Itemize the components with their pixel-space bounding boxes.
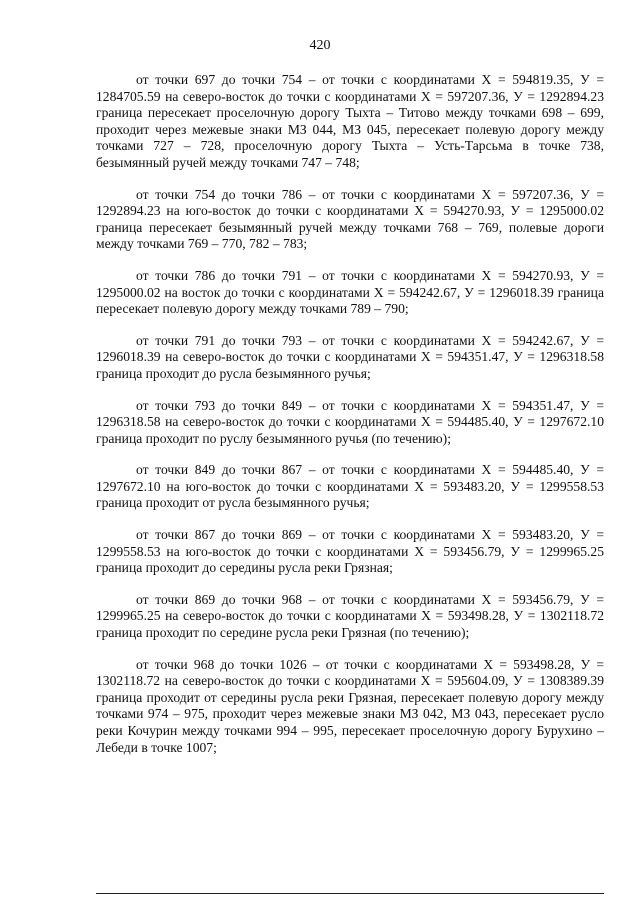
boundary-segment-867-869: от точки 867 до точки 869 – от точки с координатами Х = 593483.20, У = 1299558.53 на юго-восток до точки с координатами Х = 593456.79, У = 1299965.25 граница проходит до середины русла реки Грязная;	[96, 527, 604, 576]
boundary-segment-869-968: от точки 869 до точки 968 – от точки с координатами Х = 593456.79, У = 1299965.25 на северо-восток до точки с координатами Х = 593498.28, У = 1302118.72 граница проходит по середине русла реки Грязная (по течению);	[96, 591, 604, 641]
boundary-segment-849-867: от точки 849 до точки 867 – от точки с координатами Х = 594485.40, У = 1297672.10 на юго-восток до точки с координатами Х = 593483.20, У = 1299558.53 граница проходит от русла безымянного ручья;	[96, 462, 604, 511]
bottom-divider	[96, 893, 604, 894]
boundary-segment-754-786: от точки 754 до точки 786 – от точки с координатами Х = 597207.36, У = 1292894.23 на юго-восток до точки с координатами Х = 594270.93, У = 1295000.02 граница пересекает безымянный ручей между точками 768 – 769, полевые дороги между точками 769 – 770, 782 – 783;	[96, 186, 604, 252]
boundary-segment-793-849: от точки 793 до точки 849 – от точки с координатами Х = 594351.47, У = 1296318.58 на северо-восток до точки с координатами Х = 594485.40, У = 1297672.10 граница проходит по руслу безымянного ручья (по течению);	[96, 397, 604, 446]
document-body	[96, 72, 604, 771]
boundary-segment-697-754: от точки 697 до точки 754 – от точки с координатами Х = 594819.35, У = 1284705.59 на северо-восток до точки с координатами Х = 597207.36, У = 1292894.23 граница пересекает проселочную дорогу Тыхта – Титово между точками 698 – 699, проходит через межевые знаки МЗ 044, МЗ 045, пересекает полевую дорогу между точками 727 – 728, проселочную дорогу Тыхта – Усть-Тарсьма в точке 738, безымянный ручей между точками 747 – 748;	[96, 72, 604, 170]
page-number: 420	[309, 38, 331, 53]
boundary-segment-786-791: от точки 786 до точки 791 – от точки с координатами Х = 594270.93, У = 1295000.02 на восток до точки с координатами Х = 594242.67, У = 1296018.39 граница пересекает полевую дорогу между точками 789 – 790;	[96, 267, 604, 317]
boundary-segment-968-1026: от точки 968 до точки 1026 – от точки с координатами Х = 593498.28, У = 1302118.72 на северо-восток до точки с координатами Х = 595604.09, У = 1308389.39 граница проходит от середины русла реки Грязная, пересекает полевую дорогу между точками 974 – 975, проходит через межевые знаки МЗ 042, МЗ 043, пересекает русло реки Кочурин между точками 994 – 995, пересекает проселочную дорогу Бурухино – Лебеди в точке 1007;	[96, 656, 604, 755]
boundary-segment-791-793: от точки 791 до точки 793 – от точки с координатами Х = 594242.67, У = 1296018.39 на северо-восток до точки с координатами Х = 594351.47, У = 1296318.58 граница проходит до русла безымянного ручья;	[96, 332, 604, 381]
